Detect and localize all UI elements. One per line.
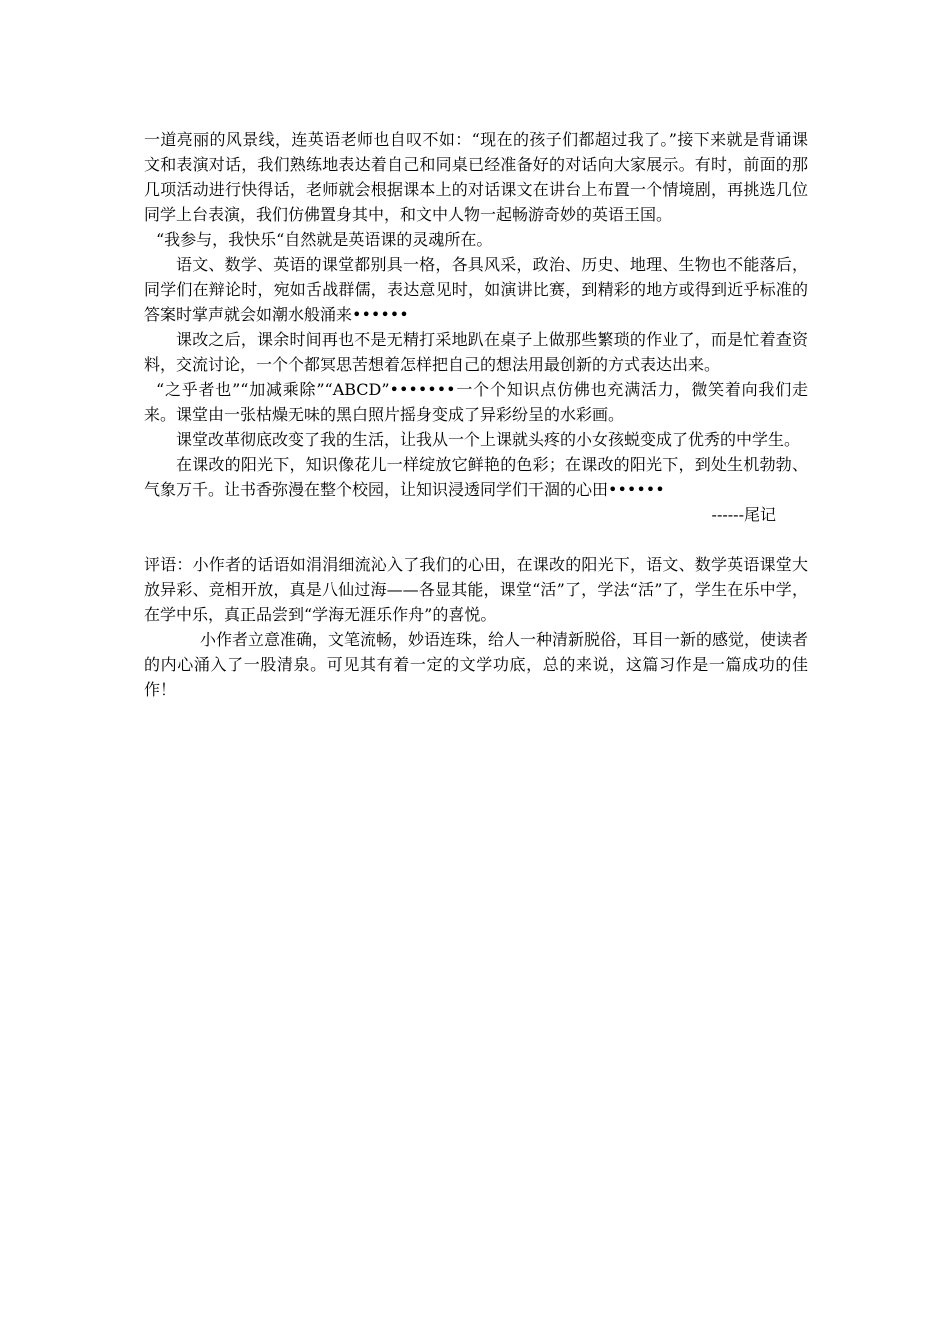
section-spacer — [144, 527, 808, 552]
essay-paragraph-1: 一道亮丽的风景线，连英语老师也自叹不如：“现在的孩子们都超过我了。”接下来就是背诵课文和表演对话，我们熟练地表达着自己和同桌已经准备好的对话向大家展示。有时，前面的那几项活动进行快得话，老师就会根据课本上的对话课文在讲台上布置一个情境剧，再挑选几位同学上台表演，我们仿佛置身其中，和文中人物一起畅游奇妙的英语王国。 — [144, 130, 808, 224]
comment-paragraph-2: 小作者立意准确，文笔流畅，妙语连珠，给人一种清新脱俗，耳目一新的感觉，使读者的内心涌入了一股清泉。可见其有着一定的文学功底，总的来说，这篇习作是一篇成功的佳作！ — [144, 630, 809, 699]
document-page — [144, 127, 808, 702]
essay-signature: ------尾记 — [711, 505, 776, 524]
essay-paragraph-5: “之乎者也”“加减乘除”“ABCD”•••••••一个个知识点仿佛也充满活力，微笑着向我们走来。课堂由一张枯燥无味的黑白照片摇身变成了异彩纷呈的水彩画。 — [144, 380, 808, 424]
essay-paragraph-4: 课改之后，课余时间再也不是无精打采地趴在桌子上做那些繁琐的作业了，而是忙着查资料，交流讨论，一个个都冥思苦想着怎样把自己的想法用最创新的方式表达出来。 — [144, 330, 808, 374]
comment-paragraph-1: 评语：小作者的话语如涓涓细流沁入了我们的心田，在课改的阳光下，语文、数学英语课堂大放异彩、竞相开放，真是八仙过海——各显其能，课堂“活”了，学法“活”了，学生在乐中学，在学中乐，真正品尝到“学海无涯乐作舟”的喜悦。 — [144, 555, 808, 624]
essay-paragraph-2: “我参与，我快乐“自然就是英语课的灵魂所在。 — [156, 230, 493, 249]
essay-paragraph-6: 课堂改革彻底改变了我的生活，让我从一个上课就头疼的小女孩蜕变成了优秀的中学生。 — [176, 430, 801, 449]
essay-paragraph-7: 在课改的阳光下，知识像花儿一样绽放它鲜艳的色彩；在课改的阳光下，到处生机勃勃、气象万千。让书香弥漫在整个校园，让知识浸透同学们干涸的心田•••••• — [144, 455, 808, 499]
essay-paragraph-3: 语文、数学、英语的课堂都别具一格，各具风采，政治、历史、地理、生物也不能落后，同学们在辩论时，宛如舌战群儒，表达意见时，如演讲比赛，到精彩的地方或得到近乎标准的答案时掌声就会如潮水般涌来•••••• — [144, 255, 808, 324]
